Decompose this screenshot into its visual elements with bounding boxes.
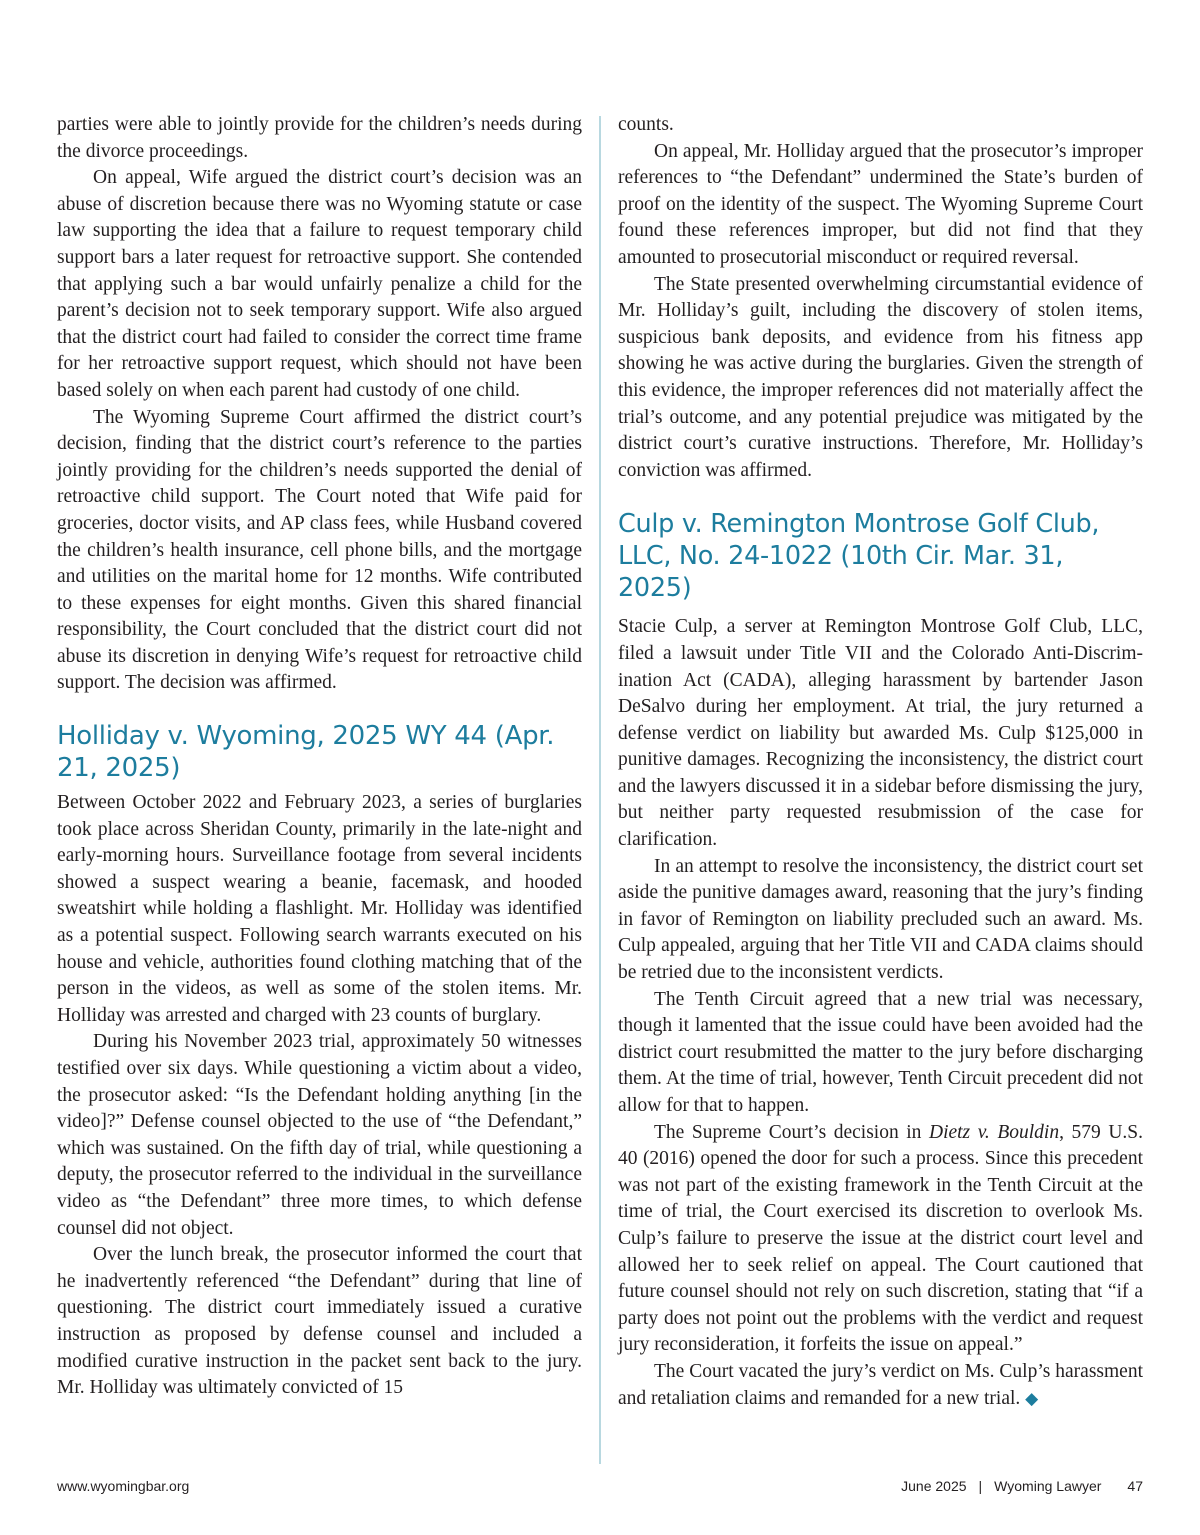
column-divider (599, 116, 601, 1464)
footer-issue: June 2025 (901, 1478, 967, 1494)
section-heading-culp: Culp v. Remington Montrose Golf Club, LLC, No. 24-1022 (10th Cir. Mar. 31, 2025) (618, 509, 1100, 604)
paragraph: During his November 2023 trial, approximately 50 witnesses testified over six days. While questioning a victim about a video, the prosecutor asked: “Is the Defendant holding anything [in the video]?” Defense counsel objected to the use of “the Defendant,” which was sustained. On the fifth day of trial, while questioning a deputy, the prosecutor referred to the individual in the surveillance video as “the Defendant” three more times, to which defense counsel did not object. (57, 1031, 582, 1239)
paragraph-text: The Court vacated the jury’s verdict on Ms. Culp’s harassment and retaliation claims and remanded for a new trial. (618, 1360, 1143, 1409)
paragraph: The State presented overwhelming circumstantial evidence of Mr. Holliday’s guilt, including the discovery of stolen items, suspicious bank deposits, and evidence from his fitness app showing he was active during the burglaries. Given the strength of this evidence, the improper references did not materially affect the trial’s outcome, and any potential prejudice was mitigated by the district court’s curative instructions. Therefore, Mr. Holliday’s conviction was affirmed. (618, 273, 1143, 481)
paragraph: In an attempt to resolve the inconsistency, the district court set aside the punitive damages award, reasoning that the jury’s finding in favor of Remington on liability precluded such an award. Ms. Culp appealed, arguing that her Title VII and CADA claims should be retried due to the inconsistent verdicts. (618, 855, 1143, 984)
right-column (618, 112, 1143, 1412)
left-column (57, 112, 582, 1402)
paragraph: On appeal, Wife argued the district court’s decision was an abuse of discretion because there was no Wyoming statute or case law supporting the idea that a failure to request temporary child support bars a later request for retroactive support. She contended that applying such a bar would unfairly penalize a child for the parent’s decision not to seek temporary support. Wife also argued that the district court had failed to consider the correct time frame for her retroactive support request, which should not have been based solely on when each parent had custody of one child. (57, 167, 582, 401)
paragraph: The Tenth Circuit agreed that a new trial was necessary, though it lamented that the issue could have been avoided had the district court resubmitted the matter to the jury before discharging them. At the time of trial, however, Tenth Circuit precedent did not allow for that to happen. (618, 988, 1143, 1116)
paragraph (618, 1120, 1143, 1359)
footer-publication: Wyoming Lawyer (994, 1478, 1102, 1494)
footer-info (901, 1478, 1143, 1494)
section-heading-holliday: Holliday v. Wyoming, 2025 WY 44 (Apr. 21, 2025) (57, 721, 555, 784)
paragraph-text: The Supreme Court’s decision in (654, 1121, 929, 1143)
footer-website: www.wyomingbar.org (57, 1478, 190, 1494)
diamond-end-icon: ◆ (1025, 1388, 1039, 1408)
paragraph: counts. (618, 114, 674, 135)
paragraph: Stacie Culp, a server at Remington Montrose Golf Club, LLC, filed a lawsuit under Title VII and the Colorado Anti-Discrimination Act (CADA), alleging harassment by bartender Jason DeSalvo during her employment. At trial, the jury returned a defense verdict on liability but awarded Ms. Culp $125,000 in punitive damages. Recognizing the inconsistency, the district court and the lawyers discussed it in a sidebar before dismissing the jury, but neither party requested resubmission of the case for clarification. (618, 616, 1143, 851)
case-citation: Dietz v. Bouldin (928, 1121, 1060, 1143)
paragraph: On appeal, Mr. Holliday argued that the prosecutor’s improper references to “the Defendant” undermined the State’s burden of proof on the identity of the suspect. The Wyoming Supreme Court found these references improper, but did not find that they amounted to prosecutorial misconduct or required reversal. (618, 140, 1143, 268)
footer-separator: | (978, 1478, 983, 1494)
page-number: 47 (1127, 1478, 1143, 1494)
paragraph (618, 1359, 1143, 1412)
paragraph: parties were able to jointly provide for the children’s needs during the divorce proceedings. (57, 114, 582, 162)
paragraph: Between October 2022 and February 2023, a series of burglaries took place across Sheridan County, primarily in the late-night and early-morning hours. Surveillance footage from several incidents showed a suspect wearing a beanie, facemask, and hooded sweatshirt while holding a flashlight. Mr. Holliday was identified as a potential suspect. Following search warrants executed on his house and vehicle, authorities found clothing matching that of the person in the videos, as well as some of the stolen items. Mr. Holliday was arrested and charged with 23 counts of burglary. (57, 792, 582, 1026)
paragraph: Over the lunch break, the prosecutor informed the court that he inadvertently referenced “the Defendant” during that line of questioning. The district court immediately issued a curative instruction as proposed by defense counsel and included a modified curative instruction in the packet sent back to the jury. Mr. Holliday was ultimately convicted of 15 (57, 1244, 582, 1399)
paragraph-text: , 579 U.S. 40 (2016) opened the door for such a process. Since this precedent was not part of the existing framework in the Tenth Circuit at the time of trial, the Court exercised its discretion to overlook Ms. Culp’s failure to preserve the issue at the district court level and allowed her to seek relief on appeal. The Court cautioned that future counsel should not rely on such discretion, stating that “if a party does not point out the problems with the verdict and request jury reconsideration, it forfeits the issue on appeal.” (618, 1121, 1144, 1356)
paragraph: The Wyoming Supreme Court affirmed the district court’s decision, finding that the district court’s reference to the parties jointly providing for the children’s needs supported the denial of retroactive child support. The Court noted that Wife paid for groceries, doctor visits, and AP class fees, while Husband covered the children’s health insurance, cell phone bills, and the mortgage and utilities on the marital home for 12 months. Wife contributed to these expenses for eight months. Given this shared financial responsibility, the Court concluded that the district court did not abuse its discretion in denying Wife’s request for retroactive child support. The decision was affirmed. (57, 406, 582, 694)
